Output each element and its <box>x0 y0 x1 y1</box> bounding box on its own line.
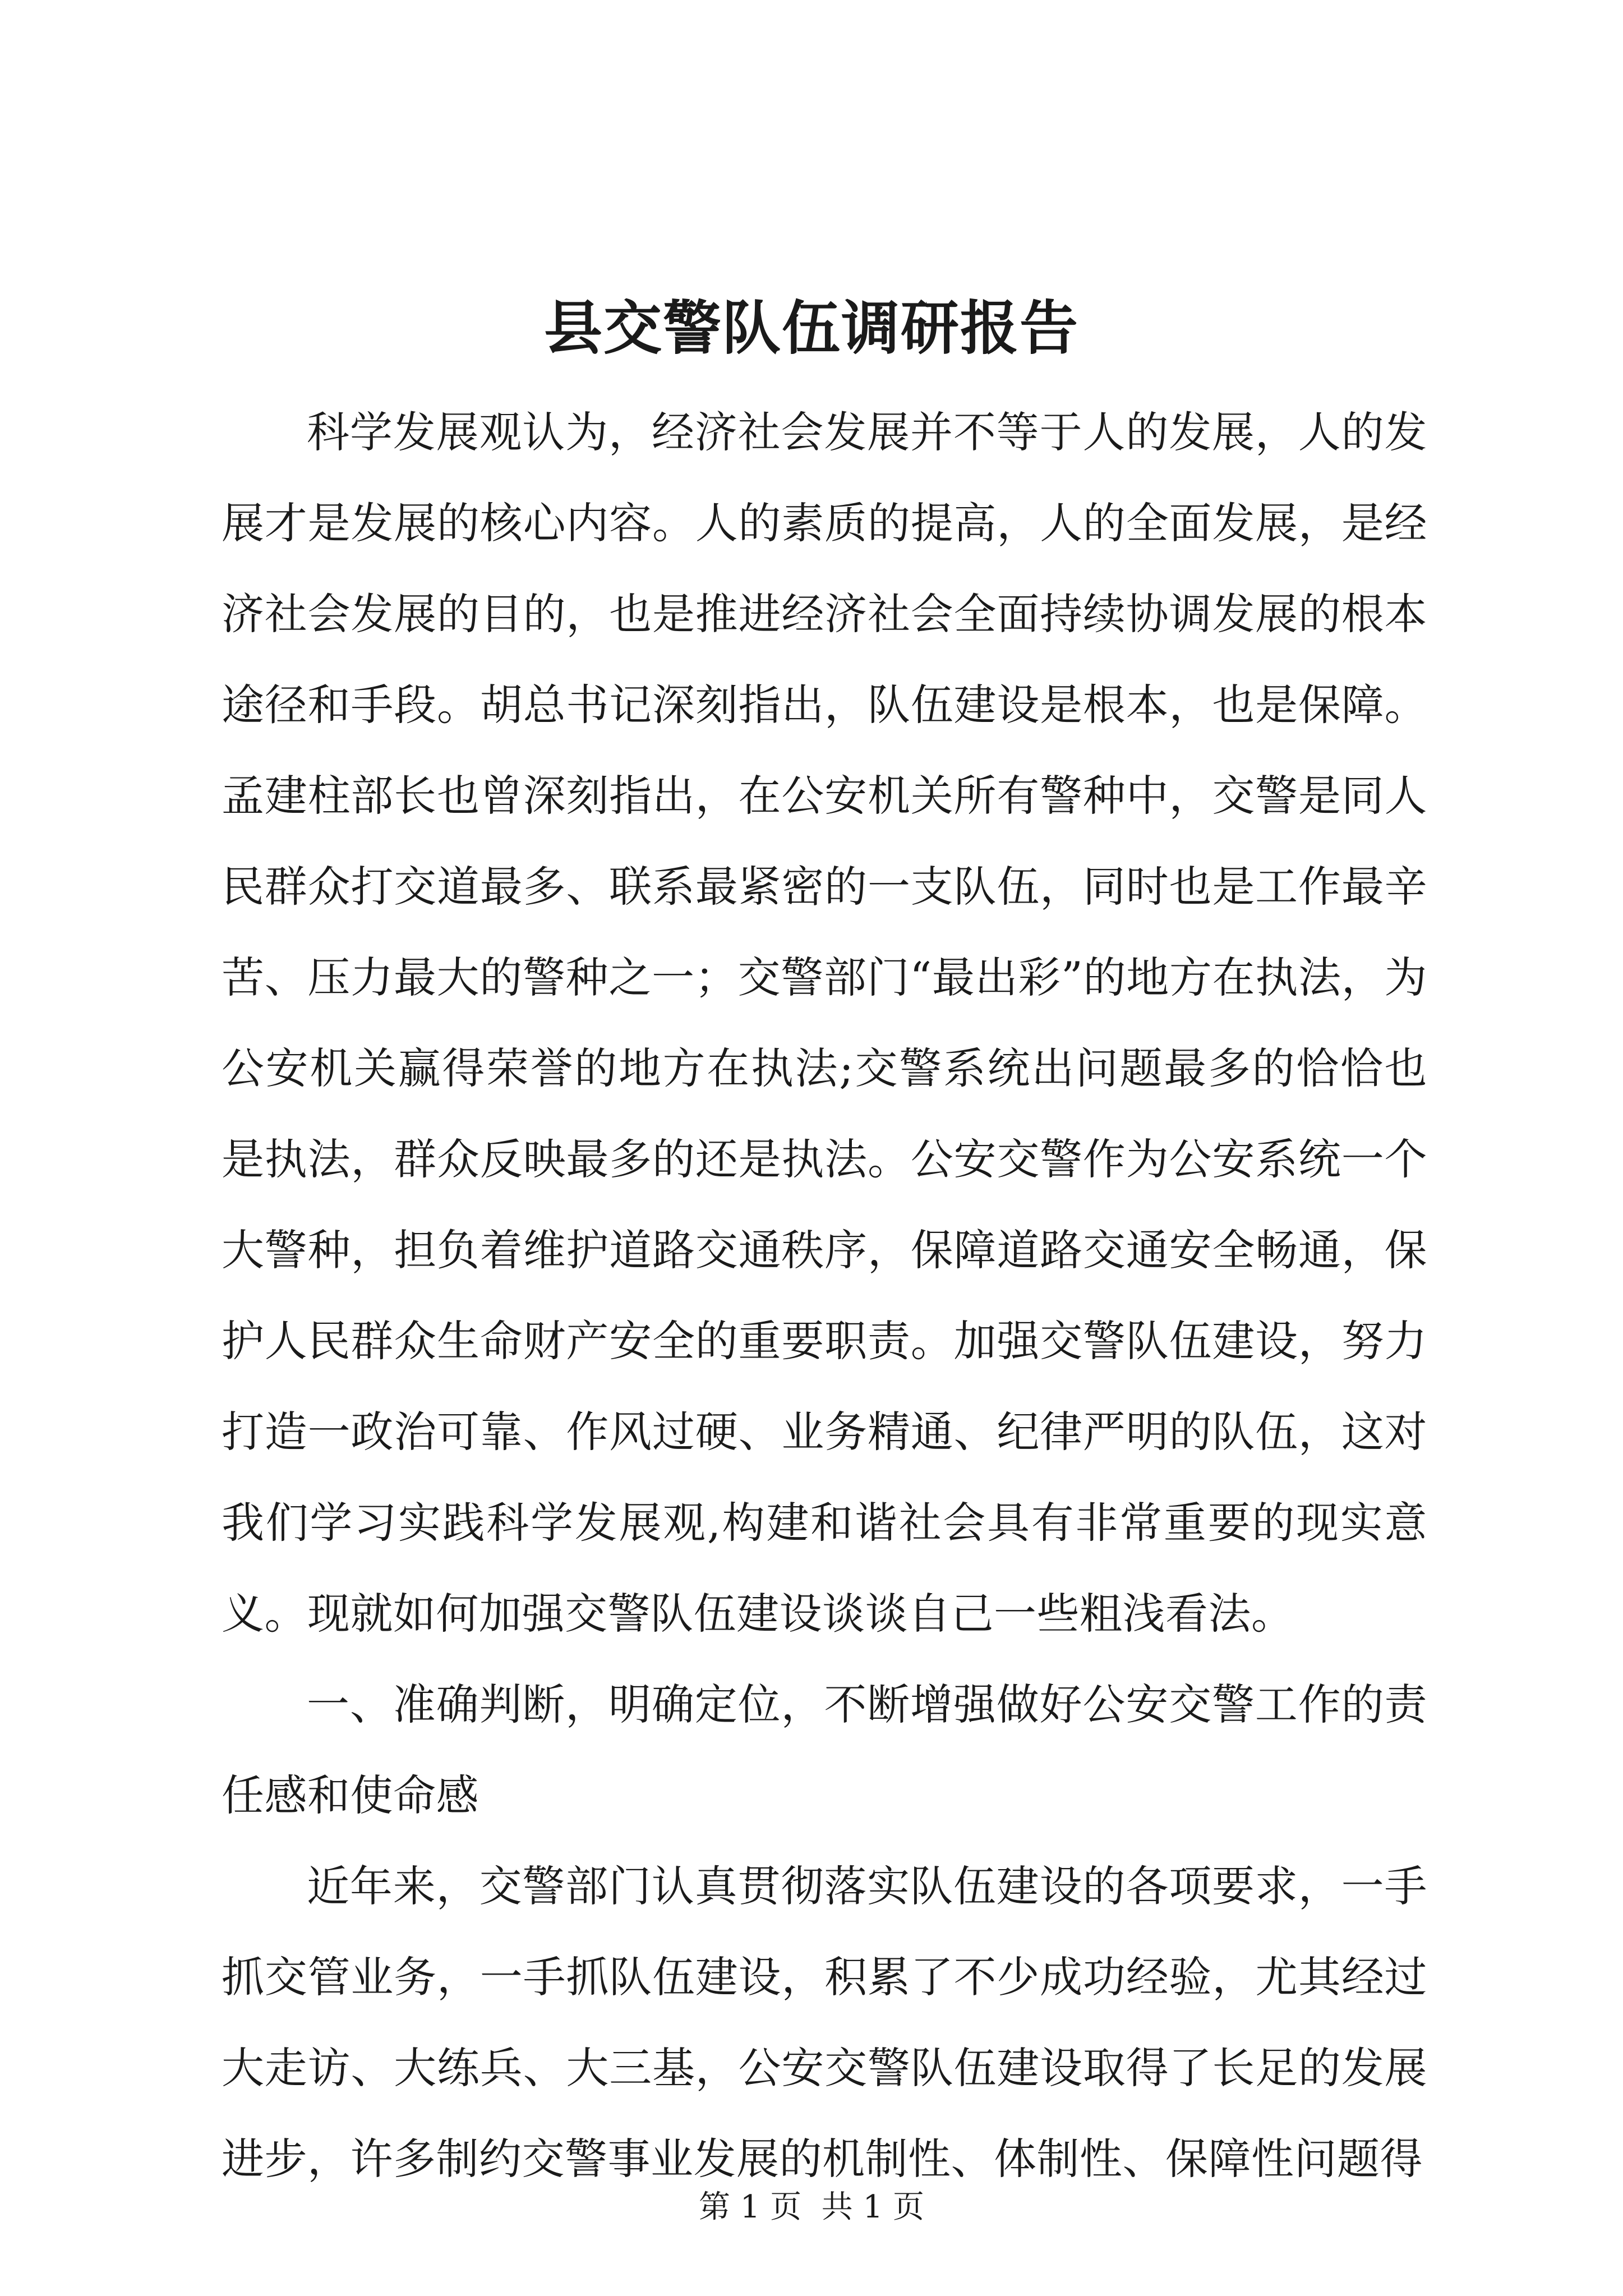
document-title: 县交警队伍调研报告 <box>543 293 1079 362</box>
page-number-text: 第 1 页 共 1 页 <box>698 2189 925 2225</box>
section-heading-1: 一、准确判断，明确定位，不断增强做好公安交警工作的责任感和使命感 <box>222 1680 1427 1820</box>
document-body <box>222 387 1427 2205</box>
paragraph-section-1: 近年来，交警部门认真贯彻落实队伍建设的各项要求，一手抓交管业务，一手抓队伍建设，积累了不少成功经验，尤其经过大走访、大练兵、大三基，公安交警队伍建设取得了长足的发展进步，许多制约交警事业发展的机制性、体制性、保障性问题得 <box>222 1861 1427 2184</box>
paragraph-intro: 科学发展观认为，经济社会发展并不等于人的发展，人的发展才是发展的核心内容。人的素质的提高，人的全面发展，是经济社会发展的目的，也是推进经济社会全面持续协调发展的根本途径和手段。胡总书记深刻指出，队伍建设是根本，也是保障。孟建柱部长也曾深刻指出，在公安机关所有警种中，交警是同人民群众打交道最多、联系最紧密的一支队伍，同时也是工作最辛苦、压力最大的警种之一；交警部门“最出彩”的地方在执法，为公安机关赢得荣誉的地方在执法;交警系统出问题最多的恰恰也是执法，群众反映最多的还是执法。公安交警作为公安系统一个大警种，担负着维护道路交通秩序，保障道路交通安全畅通，保护人民群众生命财产安全的重要职责。加强交警队伍建设，努力打造一政治可靠、作风过硬、业务精通、纪律严明的队伍，这对我们学习实践科学发展观,构建和谐社会具有非常重要的现实意义。现就如何加强交警队伍建设谈谈自己一些粗浅看法。 <box>222 407 1427 1639</box>
page-footer <box>0 2185 1623 2230</box>
